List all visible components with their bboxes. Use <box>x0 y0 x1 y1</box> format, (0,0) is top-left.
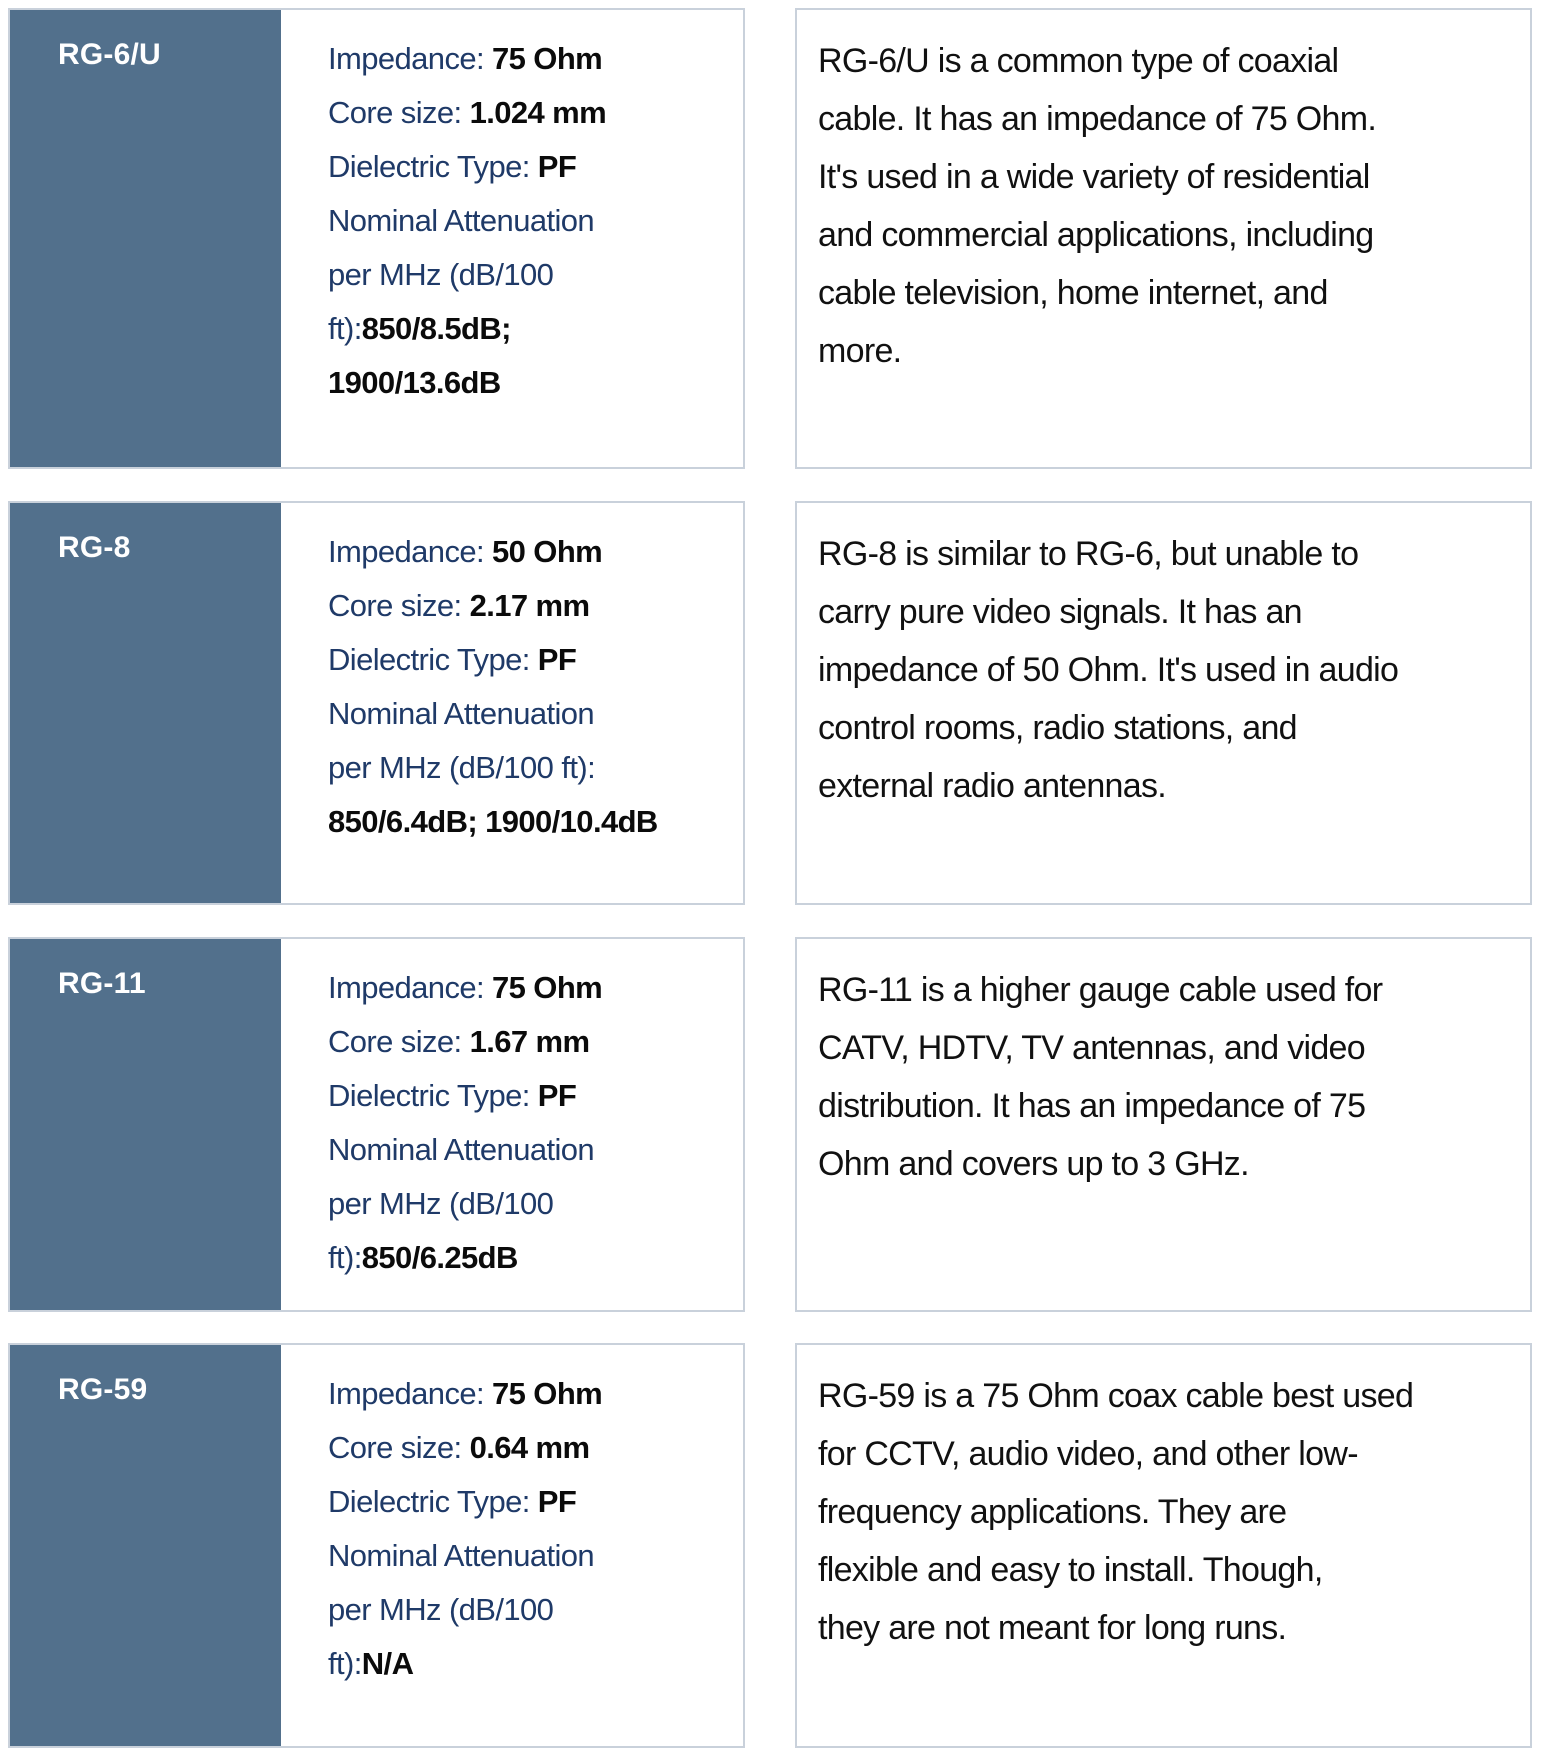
spec-value: 850/6.4dB; 1900/10.4dB <box>328 804 658 839</box>
description-line: distribution. It has an impedance of 75 <box>818 1087 1366 1125</box>
spec-label: Core size: <box>328 1430 470 1465</box>
spec-attenuation-label: per MHz (dB/100 <box>328 1592 554 1627</box>
description-line: more. <box>818 332 902 370</box>
spec-dielectric <box>328 633 738 687</box>
spec-label: Core size: <box>328 1024 470 1059</box>
spec-attenuation-label: per MHz (dB/100 <box>328 1186 554 1221</box>
description-line: RG-6/U is a common type of coaxial <box>818 42 1339 80</box>
cable-description <box>818 525 1520 815</box>
description-card <box>795 937 1532 1312</box>
spec-label: ft): <box>328 1240 362 1275</box>
spec-label: Impedance: <box>328 1376 493 1411</box>
cable-row-rg6u <box>0 8 1548 469</box>
description-line: carry pure video signals. It has an <box>818 593 1302 631</box>
description-card <box>795 1343 1532 1748</box>
description-line: CATV, HDTV, TV antennas, and video <box>818 1029 1365 1067</box>
spec-value: N/A <box>361 1646 414 1681</box>
cable-description <box>818 1367 1520 1657</box>
description-line: impedance of 50 Ohm. It's used in audio <box>818 651 1399 689</box>
cable-row-rg59 <box>0 1343 1548 1748</box>
spec-label: Dielectric Type: <box>328 1484 538 1519</box>
spec-list <box>328 32 738 410</box>
spec-impedance <box>328 961 738 1015</box>
spec-label: Core size: <box>328 588 470 623</box>
spec-attenuation <box>328 795 738 849</box>
spec-label: Dielectric Type: <box>328 642 538 677</box>
spec-value: PF <box>537 642 577 677</box>
spec-label: Impedance: <box>328 534 493 569</box>
spec-value: 75 Ohm <box>492 970 603 1005</box>
cable-name-column <box>10 1345 281 1746</box>
spec-list <box>328 525 738 849</box>
description-line: RG-8 is similar to RG-6, but unable to <box>818 535 1359 573</box>
spec-label: Dielectric Type: <box>328 149 538 184</box>
spec-value: 1.67 mm <box>469 1024 590 1059</box>
spec-impedance <box>328 1367 738 1421</box>
spec-value: 0.64 mm <box>469 1430 590 1465</box>
description-line: and commercial applications, including <box>818 216 1374 254</box>
spec-value: 2.17 mm <box>469 588 590 623</box>
spec-value: 1.024 mm <box>469 95 607 130</box>
spec-list <box>328 961 738 1285</box>
description-line: cable. It has an impedance of 75 Ohm. <box>818 100 1377 138</box>
spec-label: Impedance: <box>328 41 493 76</box>
spec-core-size <box>328 86 738 140</box>
spec-card <box>8 937 745 1312</box>
description-line: frequency applications. They are <box>818 1493 1287 1531</box>
cable-name: RG-6/U <box>58 38 161 71</box>
spec-value: PF <box>537 1484 577 1519</box>
spec-value: 850/8.5dB; <box>361 311 511 346</box>
description-line: control rooms, radio stations, and <box>818 709 1297 747</box>
description-line: Ohm and covers up to 3 GHz. <box>818 1145 1249 1183</box>
cable-row-rg8 <box>0 501 1548 905</box>
spec-card <box>8 501 745 905</box>
spec-attenuation <box>328 356 738 410</box>
spec-core-size <box>328 579 738 633</box>
description-line: RG-59 is a 75 Ohm coax cable best used <box>818 1377 1414 1415</box>
spec-attenuation-label: Nominal Attenuation <box>328 1538 595 1573</box>
spec-card <box>8 8 745 469</box>
spec-label: Impedance: <box>328 970 493 1005</box>
cable-name: RG-8 <box>58 531 131 564</box>
cable-description <box>818 961 1520 1193</box>
spec-attenuation <box>328 1231 738 1285</box>
spec-value: PF <box>537 149 577 184</box>
spec-value: 850/6.25dB <box>361 1240 518 1275</box>
spec-core-size <box>328 1015 738 1069</box>
spec-impedance <box>328 32 738 86</box>
description-line: It's used in a wide variety of residential <box>818 158 1370 196</box>
spec-core-size <box>328 1421 738 1475</box>
description-line: for CCTV, audio video, and other low- <box>818 1435 1358 1473</box>
spec-attenuation-label: Nominal Attenuation <box>328 1132 595 1167</box>
cable-name-column <box>10 939 281 1310</box>
spec-label: ft): <box>328 311 362 346</box>
spec-value: PF <box>537 1078 577 1113</box>
spec-value: 50 Ohm <box>492 534 603 569</box>
spec-impedance <box>328 525 738 579</box>
spec-attenuation <box>328 1637 738 1691</box>
spec-dielectric <box>328 1475 738 1529</box>
description-card <box>795 8 1532 469</box>
description-card <box>795 501 1532 905</box>
spec-label: Core size: <box>328 95 470 130</box>
spec-value: 75 Ohm <box>492 1376 603 1411</box>
cable-row-rg11 <box>0 937 1548 1312</box>
spec-attenuation <box>328 302 738 356</box>
description-line: cable television, home internet, and <box>818 274 1328 312</box>
spec-value: 75 Ohm <box>492 41 603 76</box>
cable-name-column <box>10 10 281 467</box>
description-line: RG-11 is a higher gauge cable used for <box>818 971 1383 1009</box>
spec-attenuation-label: per MHz (dB/100 <box>328 257 554 292</box>
spec-list <box>328 1367 738 1691</box>
description-line: flexible and easy to install. Though, <box>818 1551 1323 1589</box>
spec-value: 1900/13.6dB <box>328 365 501 400</box>
description-line: they are not meant for long runs. <box>818 1609 1287 1647</box>
spec-dielectric <box>328 1069 738 1123</box>
cable-description <box>818 32 1520 380</box>
spec-label: ft): <box>328 1646 362 1681</box>
spec-card <box>8 1343 745 1748</box>
spec-attenuation-label: Nominal Attenuation <box>328 696 595 731</box>
cable-name: RG-11 <box>58 967 146 1000</box>
spec-dielectric <box>328 140 738 194</box>
cable-name-column <box>10 503 281 903</box>
cable-name: RG-59 <box>58 1373 148 1406</box>
spec-label: Dielectric Type: <box>328 1078 538 1113</box>
spec-attenuation-label: per MHz (dB/100 ft): <box>328 750 596 785</box>
spec-attenuation-label: Nominal Attenuation <box>328 203 595 238</box>
description-line: external radio antennas. <box>818 767 1167 805</box>
